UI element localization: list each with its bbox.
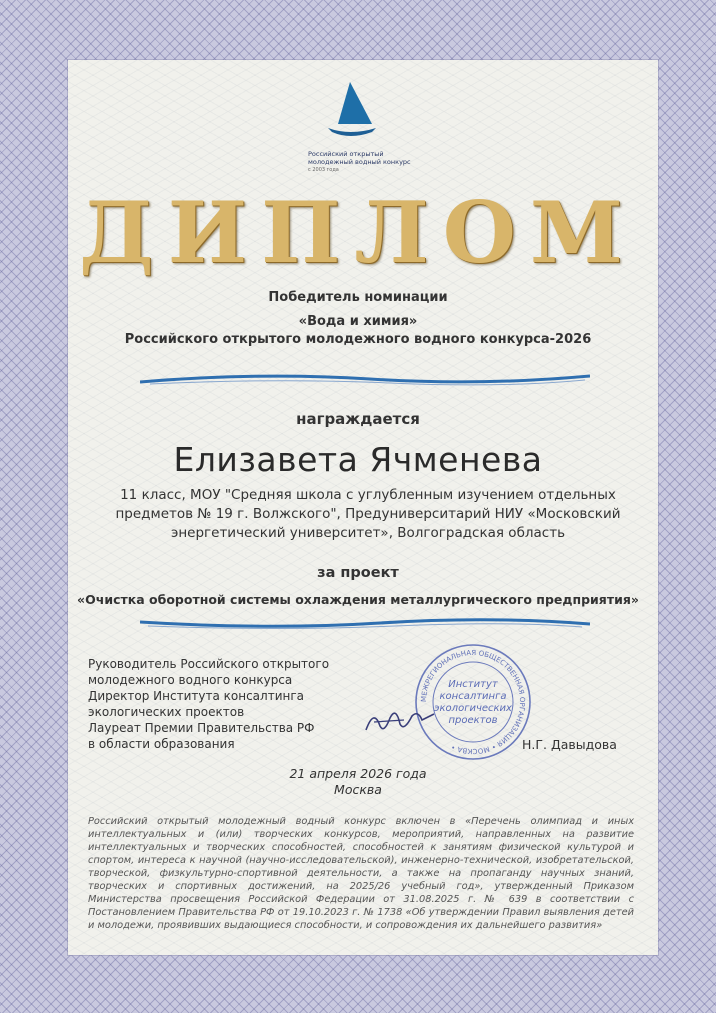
logo-caption-line3: с 2003 года — [308, 167, 339, 173]
signatory-line: Лауреат Премии Правительства РФ — [88, 721, 315, 735]
stamp-line2: консалтинга — [439, 691, 507, 702]
handwritten-signature — [360, 700, 440, 740]
recipient-details: 11 класс, МОУ "Средняя школа с углубленным изучением отдельных предметов № 19 г. Волжского", Предуниверситарий НИУ «Московский энергетический университет», Волгоградская область — [115, 487, 621, 541]
signatory-title-block — [88, 656, 348, 752]
signatory-line: в области образования — [88, 737, 235, 751]
stamp-line3: экологических — [434, 703, 512, 714]
nomination-line3: Российского открытого молодежного водного конкурса-2026 — [124, 332, 592, 347]
signatory-line: экологических проектов — [88, 705, 245, 719]
logo-caption-line2: молодежный водный конкурс — [308, 158, 411, 166]
sailboat-icon — [310, 80, 390, 140]
stamp-ring-text: МЕЖРЕГИОНАЛЬНАЯ ОБЩЕСТВЕННАЯ ОРГАНИЗАЦИЯ • МОСКВА • — [419, 648, 527, 756]
project-title: «Очистка оборотной системы охлаждения металлургического предприятия» — [77, 592, 639, 607]
logo-caption-line1: Российский открытый — [308, 150, 384, 158]
decorative-wave-top — [140, 370, 590, 390]
recipient-name: Елизавета Ячменева — [173, 440, 543, 479]
diploma-title: ДИПЛОМ — [79, 183, 637, 282]
signatory-name: Н.Г. Давыдова — [522, 737, 617, 752]
issue-date-block — [0, 766, 716, 798]
project-label: за проект — [317, 565, 399, 581]
nomination-line2: «Вода и химия» — [298, 314, 418, 329]
nomination-line1: Победитель номинации — [268, 290, 448, 305]
stamp-line1: Институт — [448, 679, 498, 690]
signatory-line: Директор Института консалтинга — [88, 689, 304, 703]
logo-caption — [308, 150, 448, 174]
legal-footnote: Российский открытый молодежный водный конкурс включен в «Перечень олимпиад и иных интеллектуальных и (или) творческих конкурсов, мероприятий, направленных на развитие интеллектуальных и творческих способностей, способностей к занятиям физической культурой и спортом, интереса к научной (научно-исследовательской), инженерно-технической, изобретательской, творческой, физкультурно-спортивной деятельности, а также на пропаганду научных знаний, творческих и спортивных достижений, на 2025/26 учебный год», утвержденный Приказом Министерства просвещения Российской Федерации от 31.08.2025 г. № 639 в соответствии с Постановлением Правительства РФ от 19.10.2023 г. № 1738 «Об утверждении Правил выявления детей и молодежи, проявивших выдающиеся способности, и сопровождения их дальнейшего развития» — [88, 816, 634, 931]
awarded-label: награждается — [296, 410, 420, 428]
issue-date: 21 апреля 2026 года — [289, 766, 427, 781]
stamp-line4: проектов — [448, 715, 498, 726]
signatory-line: Руководитель Российского открытого — [88, 657, 330, 671]
decorative-wave-bottom — [140, 614, 590, 634]
issue-city: Москва — [334, 782, 382, 797]
signatory-line: молодежного водного конкурса — [88, 673, 293, 687]
